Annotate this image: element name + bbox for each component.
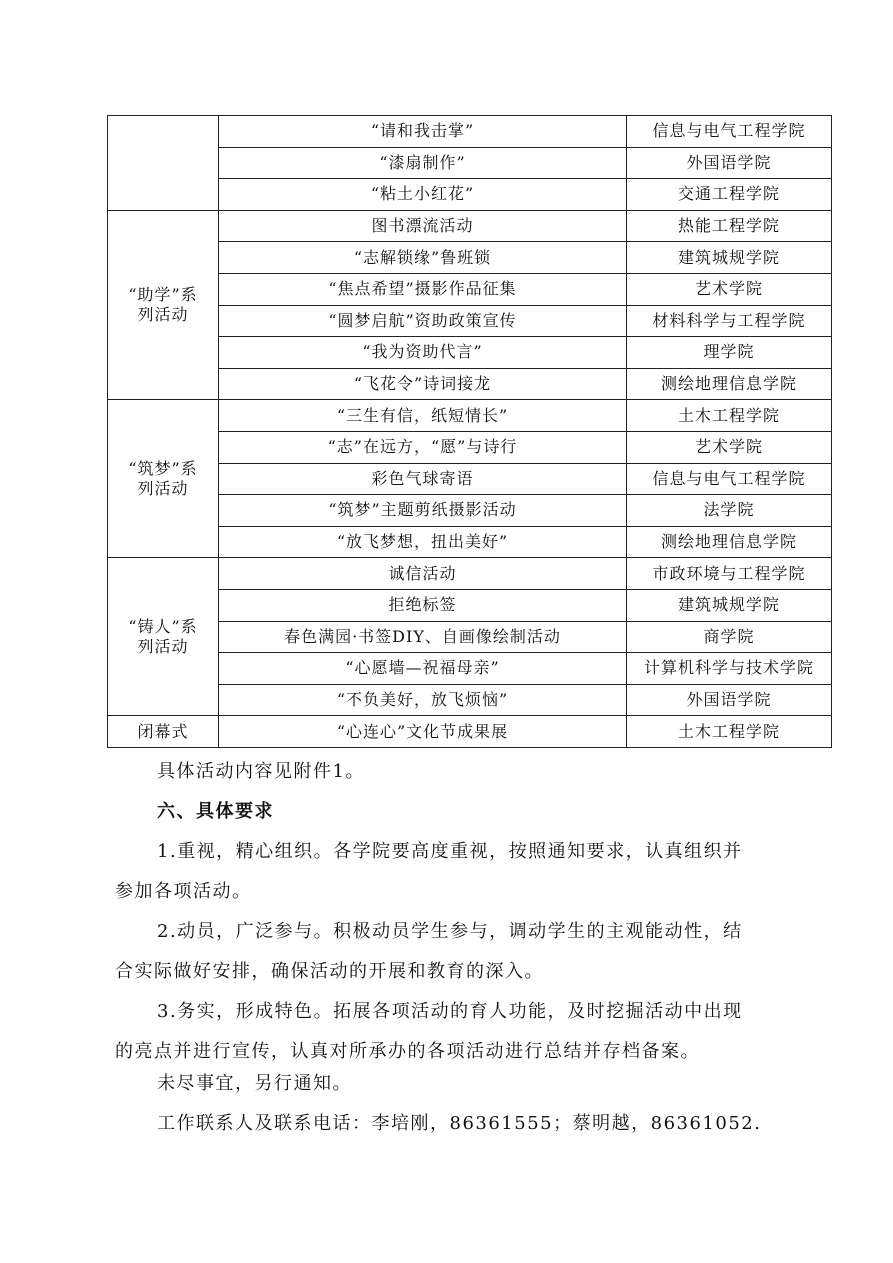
activity-cell: 图书漂流活动	[219, 210, 627, 242]
activity-cell: “筑梦”主题剪纸摄影活动	[219, 495, 627, 527]
college-cell: 建筑城规学院	[627, 589, 832, 621]
group-cell-closing: 闭幕式	[108, 716, 219, 748]
college-cell: 外国语学院	[627, 147, 832, 179]
group-cell-blank	[108, 116, 219, 211]
college-cell: 信息与电气工程学院	[627, 463, 832, 495]
requirement-1-line-2: 参加各项活动。	[115, 881, 252, 902]
requirement-2-line-1: 2.动员，广泛参与。积极动员学生参与，调动学生的主观能动性，结	[157, 921, 743, 942]
activity-cell: “圆梦启航”资助政策宣传	[219, 305, 627, 337]
college-cell: 艺术学院	[627, 431, 832, 463]
college-cell: 计算机科学与技术学院	[627, 653, 832, 685]
activity-cell: “不负美好，放飞烦恼”	[219, 684, 627, 716]
requirement-1-line-1: 1.重视，精心组织。各学院要高度重视，按照通知要求，认真组织并	[157, 841, 743, 862]
college-cell: 信息与电气工程学院	[627, 116, 832, 148]
college-cell: 外国语学院	[627, 684, 832, 716]
college-cell: 艺术学院	[627, 273, 832, 305]
table-row	[108, 210, 832, 242]
activity-cell: 诚信活动	[219, 558, 627, 590]
activity-cell: 春色满园·书签DIY、自画像绘制活动	[219, 621, 627, 653]
activity-cell: “请和我击掌”	[219, 116, 627, 148]
table-row	[108, 716, 832, 748]
college-cell: 热能工程学院	[627, 210, 832, 242]
activity-cell: 彩色气球寄语	[219, 463, 627, 495]
activity-cell: “焦点希望”摄影作品征集	[219, 273, 627, 305]
college-cell: 市政环境与工程学院	[627, 558, 832, 590]
requirement-3-line-1: 3.务实，形成特色。拓展各项活动的育人功能，及时挖掘活动中出现	[157, 1001, 743, 1022]
college-cell: 商学院	[627, 621, 832, 653]
group-cell-zhuxue: “助学”系列活动	[108, 210, 219, 400]
activity-cell: “我为资助代言”	[219, 337, 627, 369]
activity-cell: 拒绝标签	[219, 589, 627, 621]
activity-cell: “心愿墙—祝福母亲”	[219, 653, 627, 685]
section-heading: 六、具体要求	[157, 801, 274, 822]
activities-table	[107, 115, 832, 748]
college-cell: 法学院	[627, 495, 832, 527]
college-cell: 土木工程学院	[627, 400, 832, 432]
activity-cell: “志解锁缘”鲁班锁	[219, 242, 627, 274]
contact-text: 工作联系人及联系电话：李培刚，86361555；蔡明越，86361052.	[157, 1113, 762, 1134]
activity-cell: “放飞梦想，扭出美好”	[219, 526, 627, 558]
see-attachment-text: 具体活动内容见附件1。	[157, 761, 365, 782]
activity-cell: “志”在远方，“愿”与诗行	[219, 431, 627, 463]
college-cell: 理学院	[627, 337, 832, 369]
activity-cell: “三生有信，纸短情长”	[219, 400, 627, 432]
college-cell: 建筑城规学院	[627, 242, 832, 274]
activity-cell: “漆扇制作”	[219, 147, 627, 179]
group-cell-zhumeng: “筑梦”系列活动	[108, 400, 219, 558]
requirement-3-line-2: 的亮点并进行宣传，认真对所承办的各项活动进行总结并存档备案。	[115, 1041, 700, 1062]
group-cell-zhuren: “铸人”系列活动	[108, 558, 219, 716]
college-cell: 土木工程学院	[627, 716, 832, 748]
table-row	[108, 400, 832, 432]
college-cell: 交通工程学院	[627, 179, 832, 211]
college-cell: 测绘地理信息学院	[627, 526, 832, 558]
other-notice-text: 未尽事宜，另行通知。	[157, 1073, 352, 1094]
college-cell: 测绘地理信息学院	[627, 368, 832, 400]
college-cell: 材料科学与工程学院	[627, 305, 832, 337]
table-row	[108, 558, 832, 590]
requirement-2-line-2: 合实际做好安排，确保活动的开展和教育的深入。	[115, 961, 544, 982]
activity-cell: “飞花令”诗词接龙	[219, 368, 627, 400]
activity-cell: “心连心”文化节成果展	[219, 716, 627, 748]
table-row	[108, 116, 832, 148]
activity-cell: “粘土小红花”	[219, 179, 627, 211]
